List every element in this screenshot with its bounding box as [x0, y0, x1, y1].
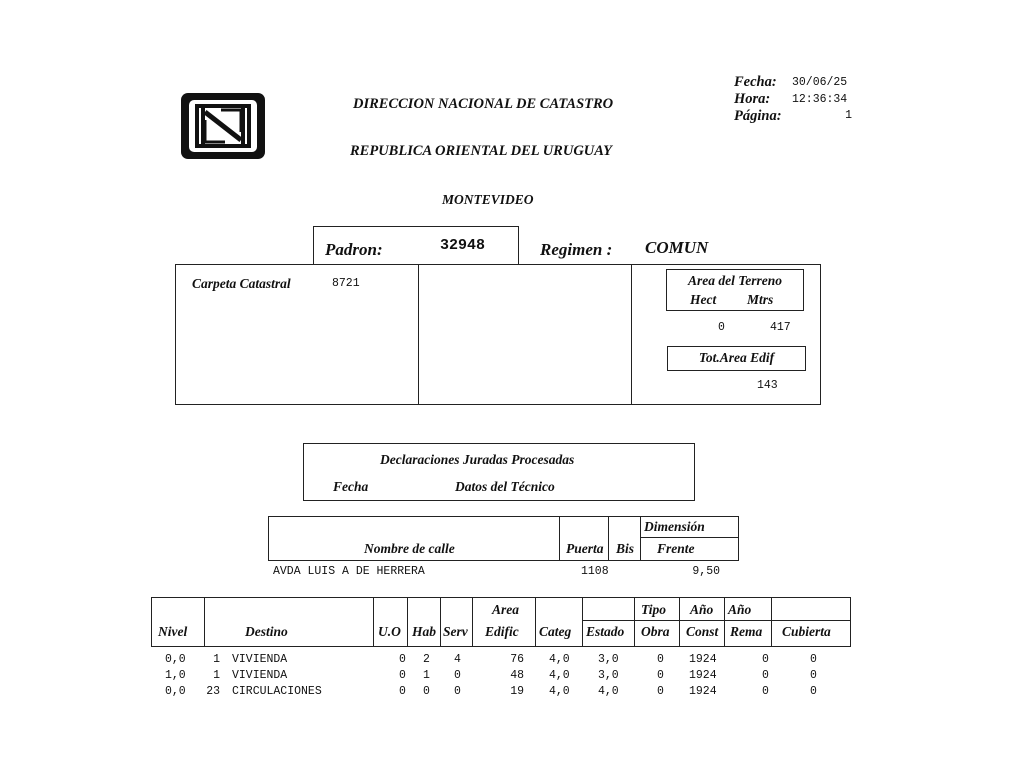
- tot-area-value: 143: [757, 379, 778, 392]
- declaraciones-tecnico-label: Datos del Técnico: [455, 479, 555, 494]
- calle-puerta-label: Puerta: [566, 541, 604, 556]
- edif-header-serv: Serv: [443, 624, 468, 639]
- edif-col-divider: [771, 597, 772, 647]
- calle-frente-value: 9,50: [692, 565, 720, 578]
- edif-header-anio-bottom: Const: [686, 624, 719, 639]
- calle-dimension-label: Dimensión: [644, 519, 705, 534]
- edif-header-nivel: Nivel: [158, 624, 188, 639]
- cell-area: 48: [510, 669, 524, 682]
- edif-col-divider: [634, 597, 635, 647]
- mtrs-value: 417: [770, 321, 791, 334]
- cell-cubierta: 0: [810, 653, 817, 666]
- cell-nivel: 0,0: [165, 685, 186, 698]
- cell-cubierta: 0: [810, 685, 817, 698]
- cell-nivel: 1,0: [165, 669, 186, 682]
- cell-destino-num: 23: [206, 685, 220, 698]
- cell-estado: 3,0: [598, 669, 619, 682]
- edif-header-anio-top: Año: [690, 602, 714, 617]
- padron-value: 32948: [440, 237, 486, 254]
- cell-uo: 0: [399, 685, 406, 698]
- calle-puerta-value: 1108: [581, 565, 609, 578]
- calle-nombre-value: AVDA LUIS A DE HERRERA: [273, 565, 425, 578]
- fecha-value: 30/06/25: [792, 76, 848, 89]
- edif-col-divider: [440, 597, 441, 647]
- edif-col-divider: [582, 597, 583, 647]
- cell-serv: 0: [454, 685, 461, 698]
- edif-header-tipo-bottom: Obra: [641, 624, 670, 639]
- cell-destino: VIVIENDA: [232, 653, 288, 666]
- edif-header-destino: Destino: [245, 624, 288, 639]
- edif-header-uo: U.O: [378, 624, 401, 639]
- cell-tipo: 0: [657, 685, 664, 698]
- edif-col-divider: [724, 597, 725, 647]
- edif-header-cubierta: Cubierta: [782, 624, 831, 639]
- calle-divider-3: [640, 516, 641, 561]
- edif-header-area-bottom: Edific: [485, 624, 519, 639]
- cell-area: 76: [510, 653, 524, 666]
- cell-rema: 0: [762, 685, 769, 698]
- cell-estado: 4,0: [598, 685, 619, 698]
- cell-const: 1924: [689, 669, 717, 682]
- edif-col-divider: [535, 597, 536, 647]
- edif-header-categ: Categ: [539, 624, 572, 639]
- cell-hab: 0: [423, 685, 430, 698]
- fecha-label: Fecha:: [734, 74, 777, 90]
- regimen-label: Regimen :: [540, 240, 613, 259]
- cell-tipo: 0: [657, 653, 664, 666]
- cell-rema: 0: [762, 669, 769, 682]
- edif-col-divider: [204, 597, 205, 647]
- calle-nombre-label: Nombre de calle: [364, 541, 455, 556]
- edif-col-divider: [679, 597, 680, 647]
- country-title: REPUBLICA ORIENTAL DEL URUGUAY: [350, 143, 612, 159]
- edif-col-divider: [373, 597, 374, 647]
- calle-dimension-underline: [640, 537, 739, 538]
- cell-tipo: 0: [657, 669, 664, 682]
- edif-header-area-top: Area: [492, 602, 519, 617]
- declaraciones-fecha-label: Fecha: [333, 479, 369, 494]
- edif-header-midline: [582, 620, 850, 621]
- cell-hab: 2: [423, 653, 430, 666]
- mtrs-label: Mtrs: [747, 292, 774, 307]
- cell-cubierta: 0: [810, 669, 817, 682]
- cell-destino-num: 1: [213, 653, 220, 666]
- edif-header-hab: Hab: [412, 624, 437, 639]
- cell-nivel: 0,0: [165, 653, 186, 666]
- cell-destino-num: 1: [213, 669, 220, 682]
- cell-categ: 4,0: [549, 685, 570, 698]
- cell-destino: VIVIENDA: [232, 669, 288, 682]
- padron-label: Padron:: [325, 240, 383, 259]
- cell-destino: CIRCULACIONES: [232, 685, 322, 698]
- cell-const: 1924: [689, 653, 717, 666]
- tot-area-label: Tot.Area Edif: [698, 350, 775, 365]
- carpeta-label: Carpeta Catastral: [192, 276, 291, 291]
- cell-serv: 0: [454, 669, 461, 682]
- edif-header-estado: Estado: [586, 624, 625, 639]
- edif-col-divider: [407, 597, 408, 647]
- edif-header-tipo-top: Tipo: [641, 602, 666, 617]
- cell-area: 19: [510, 685, 524, 698]
- pagina-value: 1: [845, 109, 852, 122]
- edif-header-anio2-top: Año: [728, 602, 752, 617]
- catastro-logo: [180, 92, 266, 160]
- cell-categ: 4,0: [549, 653, 570, 666]
- cell-hab: 1: [423, 669, 430, 682]
- calle-divider-1: [559, 516, 560, 561]
- cell-serv: 4: [454, 653, 461, 666]
- edif-col-divider: [472, 597, 473, 647]
- panel-divider-2: [631, 264, 632, 405]
- hora-value: 12:36:34: [792, 93, 848, 106]
- hect-value: 0: [718, 321, 725, 334]
- hect-label: Hect: [690, 292, 717, 307]
- calle-bis-label: Bis: [616, 541, 635, 556]
- cell-uo: 0: [399, 653, 406, 666]
- regimen-value: COMUN: [645, 238, 709, 257]
- org-title: DIRECCION NACIONAL DE CATASTRO: [353, 96, 614, 112]
- calle-frente-label: Frente: [657, 541, 695, 556]
- panel-divider-1: [418, 264, 419, 405]
- cell-const: 1924: [689, 685, 717, 698]
- cell-estado: 3,0: [598, 653, 619, 666]
- department-title: MONTEVIDEO: [442, 192, 534, 207]
- calle-divider-2: [608, 516, 609, 561]
- pagina-label: Página:: [734, 108, 782, 124]
- area-terreno-title: Area del Terreno: [688, 273, 782, 288]
- declaraciones-title: Declaraciones Juradas Procesadas: [380, 452, 575, 467]
- cell-uo: 0: [399, 669, 406, 682]
- edif-header-anio2-bottom: Rema: [730, 624, 763, 639]
- cell-rema: 0: [762, 653, 769, 666]
- carpeta-value: 8721: [332, 277, 360, 290]
- cell-categ: 4,0: [549, 669, 570, 682]
- hora-label: Hora:: [734, 91, 771, 107]
